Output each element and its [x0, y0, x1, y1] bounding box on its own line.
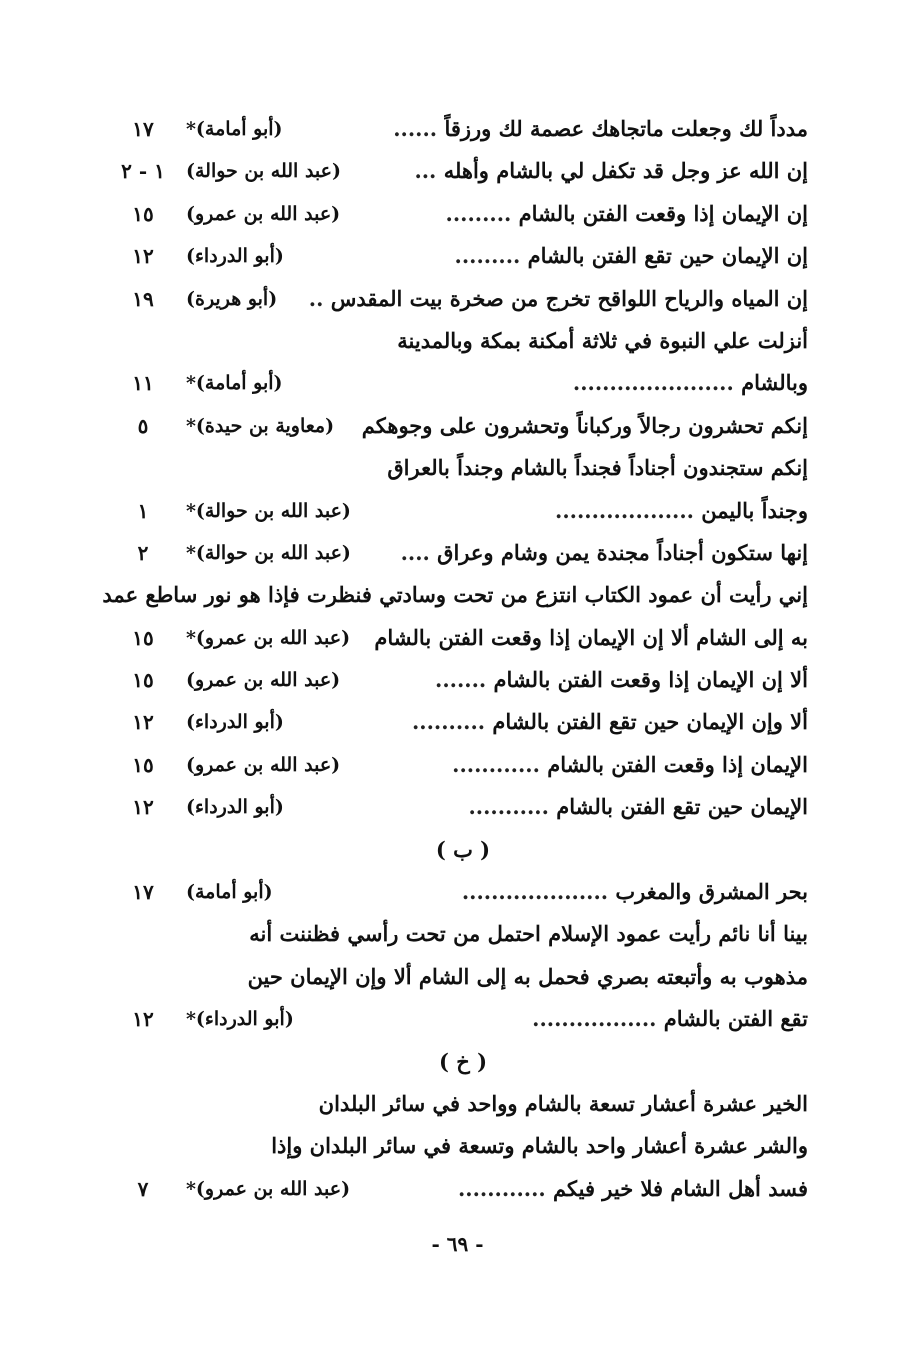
page-reference: ٧	[137, 1176, 149, 1201]
narrator: (أبو الدرداء)*	[186, 1008, 294, 1031]
leader-dots: ......	[393, 116, 438, 141]
index-entry	[118, 278, 808, 320]
leader-dots: ...	[414, 158, 437, 184]
index-entry	[118, 617, 808, 659]
entry-text	[573, 362, 808, 404]
index-entry	[118, 786, 808, 828]
entry-text	[435, 659, 808, 701]
narrator: (أبو الدرداء)	[186, 796, 284, 819]
index-entry	[118, 405, 808, 447]
narrator: (عبد الله بن حوالة)	[186, 160, 341, 183]
entry-title: بينا أنا نائم رأيت عمود الإسلام احتمل من تحت رأسي فظننت أنه	[249, 921, 808, 947]
page-reference: ١٢	[132, 244, 154, 269]
entry-title: مذهوب به وأتبعته بصري فحمل به إلى الشام ألا وإن الإيمان حين	[247, 963, 808, 989]
narrator: (عبد الله بن عمرو)*	[186, 626, 351, 649]
entry-text	[102, 574, 808, 616]
index-entry	[118, 447, 808, 489]
leader-dots: ...................	[555, 497, 694, 523]
index-entry	[118, 532, 808, 574]
leader-dots: .................	[532, 1006, 657, 1032]
page-reference: ١٧	[132, 880, 154, 905]
entry-text	[452, 744, 808, 786]
index-entry	[118, 744, 808, 786]
narrator: (عبد الله بن عمرو)	[186, 669, 341, 692]
page-reference: ١١	[132, 371, 154, 396]
entry-title: إني رأيت أن عمود الكتاب انتزع من تحت وسادتي فنظرت فإذا هو نور ساطع عمد	[102, 582, 808, 608]
entry-text	[362, 405, 808, 447]
narrator: (معاوية بن حيدة)*	[186, 414, 335, 437]
entry-text	[462, 871, 808, 913]
entry-text	[374, 617, 808, 659]
index-entry	[118, 1083, 808, 1125]
entry-text	[412, 701, 808, 743]
entry-text	[455, 235, 808, 277]
section-letter-header: ( ب )	[435, 836, 491, 862]
page-reference: ١٥	[132, 625, 154, 650]
leader-dots: .........	[454, 243, 521, 269]
index-entry	[118, 956, 808, 998]
page-reference: ١٢	[132, 795, 154, 820]
entry-text	[414, 150, 808, 192]
leader-dots: ......................	[572, 370, 734, 396]
entry-title: مدداً لك وجعلت ماتجاهك عصمة لك ورزقاً	[444, 116, 808, 141]
entry-title: إن الإيمان حين تقع الفتن بالشام	[527, 243, 808, 269]
entry-text	[393, 108, 808, 150]
index-entry	[118, 701, 808, 743]
page-reference: ١٥	[132, 201, 154, 226]
entry-title: بحر المشرق والمغرب	[615, 879, 808, 905]
narrator: (عبد الله بن عمرو)	[186, 753, 341, 776]
entry-text	[458, 1168, 808, 1210]
entry-title: ألا إن الإيمان إذا وقعت الفتن بالشام	[493, 667, 808, 693]
entry-text	[469, 786, 809, 828]
entry-text	[319, 1083, 808, 1125]
page-reference: ١	[137, 498, 149, 523]
entry-title: الخير عشرة أعشار تسعة بالشام وواحد في سائر البلدان	[318, 1090, 808, 1116]
page-reference: ١٧	[132, 117, 154, 141]
entry-title: إن المياه والرياح اللواقح تخرج من صخرة بيت المقدس	[330, 285, 808, 311]
leader-dots: .........	[445, 200, 512, 226]
narrator: (أبو أمامة)	[186, 881, 273, 904]
narrator: (أبو هريرة)	[186, 287, 278, 310]
entry-text	[249, 913, 808, 955]
entry-text	[309, 278, 808, 320]
page-reference: ١٩	[132, 286, 154, 311]
entry-title: والشر عشرة أعشار واحد بالشام وتسعة في سائر البلدان وإذا	[271, 1133, 808, 1159]
leader-dots: ..........	[411, 709, 486, 735]
entry-title: تقع الفتن بالشام	[663, 1006, 808, 1032]
page-reference: ١٥	[132, 668, 154, 693]
page-reference: ١٢	[132, 1007, 154, 1032]
index-entry	[118, 193, 808, 235]
entry-text	[271, 1125, 808, 1167]
index-entry	[102, 574, 808, 616]
entry-text	[532, 998, 808, 1040]
entry-title: إن الله عز وجل قد تكفل لي بالشام وأهله	[443, 158, 808, 184]
leader-dots: ..	[308, 285, 324, 311]
entry-text	[401, 532, 808, 574]
entry-title: الإيمان إذا وقعت الفتن بالشام	[547, 751, 808, 777]
page-reference: ٥	[137, 413, 149, 438]
index-entry	[118, 913, 808, 955]
entry-text	[387, 447, 808, 489]
page-reference: ١٢	[132, 710, 154, 735]
index-entry	[118, 490, 808, 532]
narrator: (عبد الله بن حوالة)*	[186, 499, 351, 522]
index-entry	[118, 320, 808, 362]
narrator: (أبو أمامة)*	[186, 118, 283, 140]
index-entry	[118, 108, 808, 150]
entry-text	[446, 193, 808, 235]
leader-dots: .......	[435, 667, 487, 693]
narrator: (عبد الله بن عمرو)*	[186, 1177, 351, 1200]
narrator: (عبد الله بن حوالة)*	[186, 541, 351, 564]
entry-title: ألا وإن الإيمان حين تقع الفتن بالشام	[492, 709, 808, 735]
entry-text	[248, 956, 808, 998]
entry-text	[555, 490, 808, 532]
page-reference: ٢	[137, 540, 149, 565]
entry-title: إنكم تحشرون رجالاً وركباناً وتحشرون على وجوهكم	[361, 412, 808, 438]
entry-title: أنزلت علي النبوة في ثلاثة أمكنة بمكة وبالمدينة	[397, 327, 808, 353]
page-reference: ١٥	[132, 752, 154, 777]
leader-dots: ............	[458, 1175, 546, 1201]
narrator: (عبد الله بن عمرو)	[186, 202, 341, 225]
leader-dots: ...........	[468, 794, 549, 820]
index-entry	[118, 150, 808, 192]
leader-dots: ....................	[461, 879, 609, 905]
index-entry	[118, 659, 808, 701]
narrator: (أبو الدرداء)	[186, 711, 284, 734]
entry-title: وجنداً باليمن	[701, 497, 808, 523]
leader-dots: ............	[452, 751, 540, 777]
hadith-index	[102, 108, 808, 1210]
entry-title: فسد أهل الشام فلا خير فيكم	[553, 1175, 808, 1201]
entry-title: إن الإيمان إذا وقعت الفتن بالشام	[518, 200, 808, 226]
entry-text	[397, 320, 808, 362]
entry-title: الإيمان حين تقع الفتن بالشام	[556, 794, 808, 820]
page-reference: ١ - ٢	[121, 159, 165, 184]
index-entry	[118, 1168, 808, 1210]
entry-title: وبالشام	[741, 370, 808, 396]
entry-title: إنها ستكون أجناداً مجندة يمن وشام وعراق	[437, 539, 808, 565]
index-entry	[118, 235, 808, 277]
leader-dots: ....	[400, 539, 430, 565]
section-letter-header: ( خ )	[438, 1048, 488, 1074]
narrator: (أبو أمامة)*	[186, 372, 283, 395]
narrator: (أبو الدرداء)	[186, 245, 284, 268]
entry-title: به إلى الشام ألا إن الإيمان إذا وقعت الفتن بالشام	[374, 624, 808, 650]
page-number: - ٦٩ -	[431, 1232, 484, 1256]
index-entry	[118, 1125, 808, 1167]
entry-title: إنكم ستجندون أجناداً فجنداً بالشام وجنداً بالعراق	[387, 455, 808, 481]
index-entry	[118, 362, 808, 404]
index-entry	[118, 998, 808, 1040]
index-entry	[118, 871, 808, 913]
